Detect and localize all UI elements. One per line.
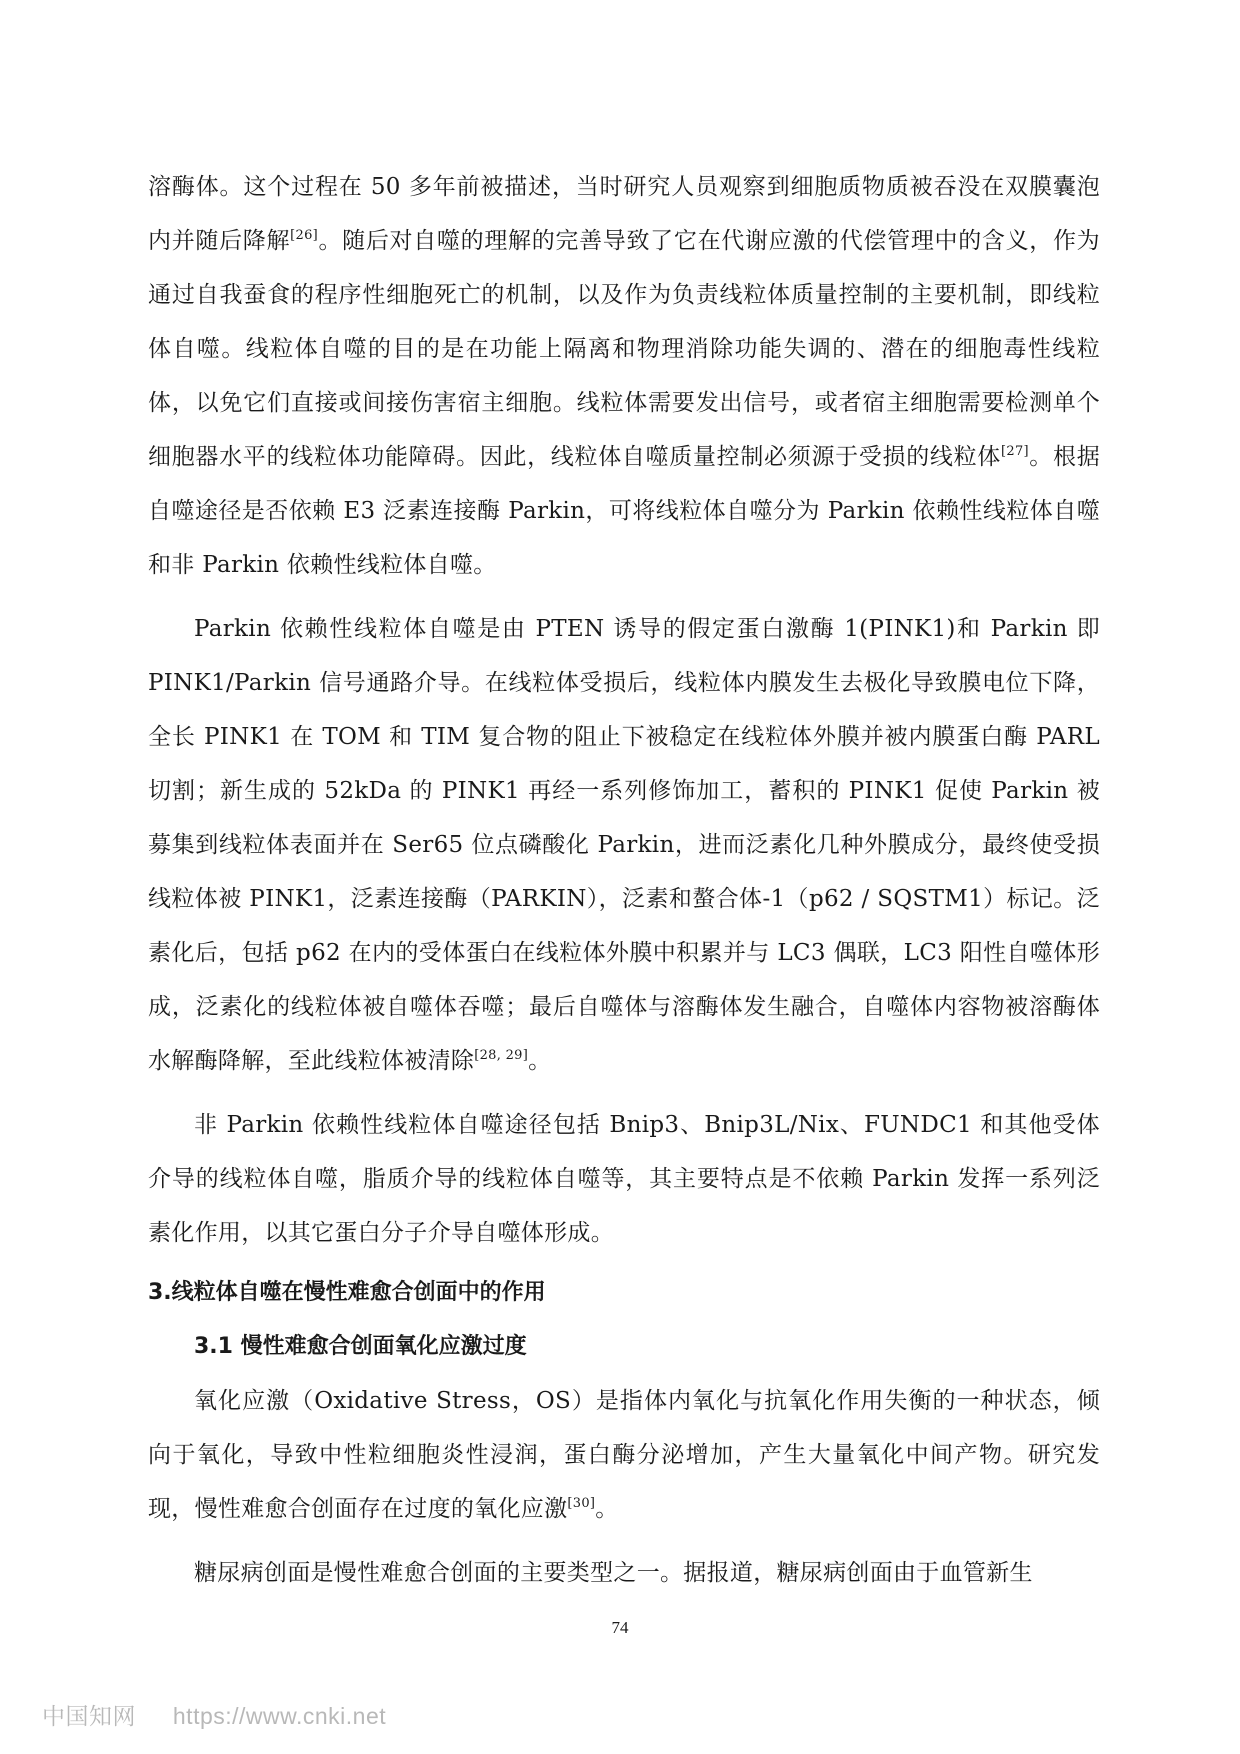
paragraph <box>148 602 1100 1088</box>
text-run: 。 <box>595 1496 619 1522</box>
paragraph <box>148 1374 1100 1536</box>
text-run: 。 <box>528 1048 552 1074</box>
subsection-heading: 3.1 慢性难愈合创面氧化应激过度 <box>194 1334 527 1359</box>
citation-ref: [28, 29] <box>474 1048 529 1063</box>
citation-ref: [26] <box>290 228 319 243</box>
paragraph <box>148 1546 1100 1600</box>
section-heading: 3.线粒体自噬在慢性难愈合创面中的作用 <box>148 1280 546 1305</box>
text-run: 非 Parkin 依赖性线粒体自噬途径包括 Bnip3、Bnip3L/Nix、FUNDC1 和其他受体介导的线粒体自噬，脂质介导的线粒体自噬等，其主要特点是不依赖 Parkin 发挥一系列泛素化作用，以其它蛋白分子介导自噬体形成。 <box>148 1112 1100 1246</box>
page-number: 74 <box>611 1618 629 1637</box>
paragraphs-before-heading <box>148 160 1100 1260</box>
text-run: 糖尿病创面是慢性难愈合创面的主要类型之一。据报道，糖尿病创面由于血管新生 <box>194 1560 1033 1586</box>
citation-ref: [30] <box>567 1496 596 1511</box>
cnki-watermark <box>42 1698 386 1731</box>
citation-ref: [27] <box>1001 444 1029 459</box>
paragraphs-after-heading <box>148 1374 1100 1600</box>
text-run: Parkin 依赖性线粒体自噬是由 PTEN 诱导的假定蛋白激酶 1(PINK1)和 Parkin 即 PINK1/Parkin 信号通路介导。在线粒体受损后，线粒体内膜发生去极化导致膜电位下降，全长 PINK1 在 TOM 和 TIM 复合物的阻止下被稳定在线粒体外膜并被内膜蛋白酶 PARL 切割；新生成的 52kDa 的 PINK1 再经一系列修饰加工，蓄积的 PINK1 促使 Parkin 被募集到线粒体表面并在 Ser65 位点磷酸化 Parkin，进而泛素化几种外膜成分，最终使受损线粒体被 PINK1，泛素连接酶（PARKIN），泛素和螯合体-1（p62 / SQSTM1）标记。泛素化后，包括 p62 在内的受体蛋白在线粒体外膜中积累并与 LC3 偶联，LC3 阳性自噬体形成，泛素化的线粒体被自噬体吞噬；最后自噬体与溶酶体发生融合，自噬体内容物被溶酶体水解酶降解，至此线粒体被清除 <box>148 616 1100 1074</box>
paragraph <box>148 160 1100 592</box>
body-text <box>148 160 1100 1600</box>
paragraph <box>148 1098 1100 1260</box>
text-run: 溶酶体。这个过程在 50 多年前被描述，当时研究人员观察到细胞质物质被吞没在双膜囊泡内并随后降解 <box>148 174 1100 254</box>
watermark-name: 中国知网 <box>42 1703 136 1729</box>
text-run: 。随后对自噬的理解的完善导致了它在代谢应激的代偿管理中的含义，作为通过自我蚕食的程序性细胞死亡的机制，以及作为负责线粒体质量控制的主要机制，即线粒体自噬。线粒体自噬的目的是在功能上隔离和物理消除功能失调的、潜在的细胞毒性线粒体，以免它们直接或间接伤害宿主细胞。线粒体需要发出信号，或者宿主细胞需要检测单个细胞器水平的线粒体功能障碍。因此，线粒体自噬质量控制必须源于受损的线粒体 <box>148 228 1100 470</box>
text-run: 氧化应激（Oxidative Stress，OS）是指体内氧化与抗氧化作用失衡的一种状态，倾向于氧化，导致中性粒细胞炎性浸润，蛋白酶分泌增加，产生大量氧化中间产物。研究发现，慢性难愈合创面存在过度的氧化应激 <box>148 1388 1100 1522</box>
text-run: 。根据自噬途径是否依赖 E3 泛素连接酶 Parkin，可将线粒体自噬分为 Parkin 依赖性线粒体自噬和非 Parkin 依赖性线粒体自噬。 <box>148 444 1100 578</box>
watermark-url: https://www.cnki.net <box>172 1703 387 1729</box>
